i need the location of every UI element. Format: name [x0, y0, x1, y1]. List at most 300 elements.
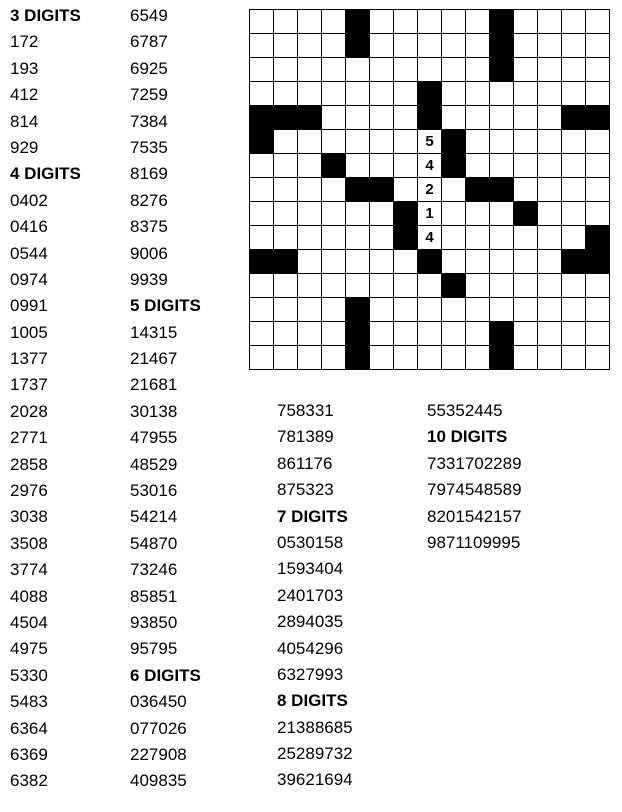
grid-cell[interactable]	[586, 298, 610, 322]
grid-cell[interactable]	[538, 202, 562, 226]
grid-cell[interactable]	[322, 250, 346, 274]
grid-cell[interactable]	[298, 226, 322, 250]
grid-cell[interactable]	[562, 274, 586, 298]
grid-cell[interactable]	[418, 274, 442, 298]
grid-cell[interactable]	[322, 274, 346, 298]
grid-cell[interactable]	[394, 34, 418, 58]
number-entry: 0530158	[277, 532, 344, 552]
number-entry: 1005	[10, 322, 48, 342]
grid-cell[interactable]	[514, 82, 538, 106]
grid-cell[interactable]	[250, 34, 274, 58]
grid-cell[interactable]	[514, 346, 538, 370]
grid-cell[interactable]	[298, 154, 322, 178]
black-cell	[442, 154, 466, 178]
grid-cell[interactable]	[442, 10, 466, 34]
word-list-column-2	[130, 3, 201, 795]
number-entry: 8276	[130, 190, 168, 210]
number-entry: 53016	[130, 481, 178, 501]
black-cell	[490, 34, 514, 58]
black-cell	[274, 106, 298, 130]
grid-cell[interactable]	[442, 58, 466, 82]
length-header: 3 DIGITS	[10, 6, 81, 25]
grid-cell[interactable]	[322, 178, 346, 202]
grid-cell[interactable]	[370, 346, 394, 370]
grid-cell[interactable]	[562, 322, 586, 346]
grid-cell[interactable]	[514, 154, 538, 178]
grid-cell[interactable]	[538, 10, 562, 34]
grid-cell[interactable]	[514, 226, 538, 250]
grid-cell[interactable]	[514, 298, 538, 322]
number-entry: 7974548589	[427, 480, 522, 500]
grid-cell[interactable]	[586, 178, 610, 202]
grid-cell[interactable]	[442, 82, 466, 106]
grid-cell[interactable]	[466, 58, 490, 82]
number-entry: 9939	[130, 269, 168, 289]
grid-cell[interactable]	[346, 274, 370, 298]
grid-cell[interactable]	[562, 34, 586, 58]
grid-cell[interactable]	[394, 322, 418, 346]
length-header: 6 DIGITS	[130, 665, 201, 685]
grid-cell[interactable]	[538, 298, 562, 322]
grid-cell[interactable]	[490, 82, 514, 106]
grid-cell[interactable]	[442, 346, 466, 370]
grid-cell[interactable]	[346, 58, 370, 82]
grid-cell[interactable]	[394, 106, 418, 130]
grid-cell[interactable]	[394, 154, 418, 178]
number-entry: 39621694	[277, 770, 353, 790]
grid-cell[interactable]	[250, 226, 274, 250]
grid-cell[interactable]	[250, 154, 274, 178]
grid-cell[interactable]	[466, 298, 490, 322]
number-entry: 73246	[130, 560, 178, 580]
grid-cell[interactable]	[418, 34, 442, 58]
length-header: 8 DIGITS	[277, 691, 348, 711]
grid-cell[interactable]	[346, 106, 370, 130]
grid-cell[interactable]	[586, 322, 610, 346]
grid-cell[interactable]	[370, 250, 394, 274]
number-entry: 3508	[10, 533, 48, 553]
black-cell	[346, 322, 370, 346]
grid-cell[interactable]	[562, 154, 586, 178]
grid-cell[interactable]	[490, 106, 514, 130]
grid-cell[interactable]	[250, 58, 274, 82]
grid-cell[interactable]	[370, 10, 394, 34]
number-entry: 14315	[130, 322, 178, 342]
length-header: 7 DIGITS	[277, 506, 348, 526]
grid-cell[interactable]	[514, 10, 538, 34]
black-cell	[394, 226, 418, 250]
number-entry: 0991	[10, 296, 48, 316]
number-entry: 7384	[130, 111, 168, 131]
number-entry: 1377	[10, 349, 48, 369]
grid-cell[interactable]	[298, 10, 322, 34]
black-cell	[250, 106, 274, 130]
grid-cell[interactable]: 2	[418, 178, 442, 202]
grid-cell[interactable]	[538, 322, 562, 346]
black-cell	[586, 226, 610, 250]
grid-cell[interactable]	[274, 346, 298, 370]
number-entry: 6327993	[277, 664, 344, 684]
black-cell	[346, 34, 370, 58]
number-entry: 193	[10, 58, 39, 78]
grid-cell[interactable]	[514, 178, 538, 202]
black-cell	[250, 130, 274, 154]
black-cell	[514, 202, 538, 226]
grid-cell[interactable]	[370, 58, 394, 82]
grid-cell[interactable]	[274, 10, 298, 34]
grid-cell[interactable]	[370, 106, 394, 130]
black-cell	[346, 298, 370, 322]
grid-cell[interactable]	[466, 202, 490, 226]
grid-cell[interactable]	[346, 202, 370, 226]
number-entry: 7259	[130, 85, 168, 105]
grid-cell[interactable]	[394, 130, 418, 154]
grid-cell[interactable]	[466, 250, 490, 274]
grid-cell[interactable]	[250, 202, 274, 226]
number-entry: 21467	[130, 349, 178, 369]
number-entry: 55352445	[427, 401, 503, 420]
grid-cell[interactable]	[466, 10, 490, 34]
grid-cell[interactable]	[466, 130, 490, 154]
grid-cell[interactable]	[370, 34, 394, 58]
number-entry: 2401703	[277, 585, 344, 605]
grid-cell[interactable]	[586, 82, 610, 106]
grid-cell[interactable]	[274, 226, 298, 250]
grid-cell[interactable]	[490, 250, 514, 274]
number-entry: 95795	[130, 639, 178, 659]
grid-cell[interactable]	[370, 274, 394, 298]
grid-cell[interactable]	[418, 298, 442, 322]
black-cell	[346, 10, 370, 34]
grid-cell[interactable]	[538, 346, 562, 370]
grid-cell[interactable]	[466, 154, 490, 178]
grid-cell[interactable]	[418, 58, 442, 82]
grid-cell[interactable]	[442, 106, 466, 130]
black-cell	[394, 202, 418, 226]
grid-cell[interactable]	[442, 34, 466, 58]
number-entry: 929	[10, 137, 39, 157]
grid-cell[interactable]	[370, 322, 394, 346]
grid-cell[interactable]	[466, 274, 490, 298]
grid-cell[interactable]	[322, 202, 346, 226]
grid-cell[interactable]	[322, 82, 346, 106]
grid-cell[interactable]	[322, 10, 346, 34]
grid-cell[interactable]	[586, 154, 610, 178]
grid-cell[interactable]	[322, 106, 346, 130]
grid-cell[interactable]	[514, 106, 538, 130]
number-entry: 781389	[277, 427, 334, 447]
number-entry: 25289732	[277, 744, 353, 764]
number-entry: 7331702289	[427, 453, 522, 473]
number-entry: 814	[10, 111, 39, 131]
number-entry: 4504	[10, 612, 48, 632]
grid-cell[interactable]	[250, 274, 274, 298]
grid-cell[interactable]	[538, 226, 562, 250]
grid-cell[interactable]	[394, 58, 418, 82]
grid-cell[interactable]	[418, 346, 442, 370]
black-cell	[298, 106, 322, 130]
black-cell	[442, 274, 466, 298]
grid-cell[interactable]	[562, 226, 586, 250]
number-entry: 6364	[10, 718, 48, 738]
grid-cell[interactable]	[370, 154, 394, 178]
grid-cell[interactable]	[394, 250, 418, 274]
grid-cell[interactable]	[298, 178, 322, 202]
grid-cell[interactable]	[274, 298, 298, 322]
black-cell	[490, 58, 514, 82]
grid-cell[interactable]	[586, 202, 610, 226]
grid-cell[interactable]	[538, 106, 562, 130]
number-entry: 861176	[277, 453, 333, 473]
black-cell	[370, 178, 394, 202]
grid-cell[interactable]	[538, 130, 562, 154]
black-cell	[274, 250, 298, 274]
number-entry: 85851	[130, 586, 178, 606]
number-entry: 412	[10, 85, 39, 105]
grid-cell[interactable]	[490, 226, 514, 250]
grid-cell[interactable]	[562, 346, 586, 370]
grid-cell[interactable]	[562, 58, 586, 82]
number-entry: 93850	[130, 612, 178, 632]
number-entry: 5483	[10, 692, 48, 712]
grid-cell[interactable]	[514, 322, 538, 346]
grid-cell[interactable]	[490, 202, 514, 226]
grid-cell[interactable]	[322, 58, 346, 82]
grid-cell[interactable]	[298, 250, 322, 274]
grid-cell[interactable]	[298, 274, 322, 298]
number-entry: 3038	[10, 507, 48, 527]
grid-cell[interactable]	[442, 250, 466, 274]
grid-cell[interactable]	[298, 322, 322, 346]
grid-cell[interactable]	[322, 322, 346, 346]
number-entry: 1737	[10, 375, 48, 395]
grid-cell[interactable]	[298, 82, 322, 106]
number-entry: 8201542157	[427, 506, 522, 526]
black-cell	[490, 322, 514, 346]
grid-cell[interactable]	[298, 202, 322, 226]
grid-cell[interactable]	[250, 82, 274, 106]
grid-cell[interactable]	[562, 130, 586, 154]
grid-cell[interactable]	[274, 322, 298, 346]
grid-cell[interactable]	[466, 346, 490, 370]
number-entry: 4088	[10, 586, 48, 606]
grid-cell[interactable]	[538, 250, 562, 274]
grid-cell[interactable]	[274, 130, 298, 154]
grid-cell[interactable]	[538, 82, 562, 106]
grid-cell[interactable]	[562, 298, 586, 322]
puzzle-grid	[249, 9, 610, 370]
grid-cell[interactable]	[370, 298, 394, 322]
grid-cell[interactable]	[490, 154, 514, 178]
black-cell	[466, 178, 490, 202]
number-entry: 3774	[10, 560, 48, 580]
grid-cell[interactable]	[370, 202, 394, 226]
grid-cell[interactable]	[298, 298, 322, 322]
grid-cell[interactable]	[586, 58, 610, 82]
grid-cell[interactable]	[442, 298, 466, 322]
grid-cell[interactable]	[322, 130, 346, 154]
number-entry: 227908	[130, 744, 187, 764]
grid-cell[interactable]	[514, 130, 538, 154]
grid-cell[interactable]	[250, 178, 274, 202]
number-entry: 4975	[10, 639, 48, 659]
grid-cell[interactable]	[274, 202, 298, 226]
number-entry: 6382	[10, 771, 48, 791]
number-entry: 6549	[130, 6, 168, 25]
black-cell	[250, 250, 274, 274]
black-cell	[562, 250, 586, 274]
grid-cell[interactable]	[538, 58, 562, 82]
grid-cell[interactable]	[466, 322, 490, 346]
grid-cell[interactable]	[274, 58, 298, 82]
grid-cell[interactable]	[538, 154, 562, 178]
grid-cell[interactable]	[322, 298, 346, 322]
black-cell	[322, 154, 346, 178]
number-entry: 0544	[10, 243, 48, 263]
black-cell	[562, 106, 586, 130]
number-entry: 7535	[130, 137, 168, 157]
grid-cell[interactable]	[514, 34, 538, 58]
number-entry: 48529	[130, 454, 178, 474]
grid-cell[interactable]	[562, 82, 586, 106]
grid-cell[interactable]	[490, 130, 514, 154]
grid-cell[interactable]	[250, 346, 274, 370]
grid-cell[interactable]: 4	[418, 226, 442, 250]
grid-cell[interactable]	[586, 274, 610, 298]
grid-cell[interactable]	[538, 274, 562, 298]
grid-cell[interactable]	[562, 202, 586, 226]
grid-cell[interactable]	[586, 10, 610, 34]
number-entry: 5330	[10, 665, 48, 685]
grid-cell[interactable]: 1	[418, 202, 442, 226]
grid-cell[interactable]	[250, 10, 274, 34]
grid-cell[interactable]: 4	[418, 154, 442, 178]
number-entry: 6369	[10, 744, 48, 764]
number-entry: 54214	[130, 507, 178, 527]
number-entry: 9006	[130, 243, 168, 263]
grid-cell[interactable]	[538, 178, 562, 202]
grid-cell[interactable]	[514, 274, 538, 298]
grid-cell[interactable]	[394, 82, 418, 106]
grid-cell[interactable]	[562, 10, 586, 34]
number-entry: 1593404	[277, 559, 344, 579]
number-entry: 409835	[130, 771, 187, 791]
grid-cell[interactable]	[346, 130, 370, 154]
grid-cell[interactable]	[298, 58, 322, 82]
grid-cell[interactable]	[298, 34, 322, 58]
grid-cell[interactable]	[250, 298, 274, 322]
grid-cell[interactable]	[586, 346, 610, 370]
grid-cell[interactable]	[322, 34, 346, 58]
grid-cell[interactable]	[274, 154, 298, 178]
number-entry: 2028	[10, 401, 48, 421]
grid-cell[interactable]	[442, 202, 466, 226]
number-entry: 21388685	[277, 717, 353, 737]
word-list-column-1	[10, 3, 81, 795]
grid-cell[interactable]	[466, 226, 490, 250]
number-entry: 0974	[10, 269, 48, 289]
grid-cell[interactable]	[322, 346, 346, 370]
number-entry: 6925	[130, 58, 168, 78]
black-cell	[586, 106, 610, 130]
black-cell	[490, 10, 514, 34]
word-list-column-4	[427, 398, 522, 556]
length-header: 5 DIGITS	[130, 296, 201, 316]
grid-cell[interactable]	[466, 34, 490, 58]
grid-cell[interactable]: 5	[418, 130, 442, 154]
grid-cell[interactable]	[298, 346, 322, 370]
grid-cell[interactable]	[274, 34, 298, 58]
grid-cell[interactable]	[346, 82, 370, 106]
puzzle-grid-container	[249, 9, 610, 370]
grid-cell[interactable]	[490, 298, 514, 322]
grid-cell[interactable]	[562, 178, 586, 202]
grid-cell[interactable]	[514, 58, 538, 82]
black-cell	[490, 178, 514, 202]
grid-cell[interactable]	[298, 130, 322, 154]
number-entry: 875323	[277, 480, 334, 500]
number-entry: 21681	[130, 375, 178, 395]
grid-cell[interactable]	[370, 226, 394, 250]
grid-cell[interactable]	[394, 298, 418, 322]
grid-cell[interactable]	[322, 226, 346, 250]
grid-cell[interactable]	[394, 178, 418, 202]
number-entry: 2771	[10, 428, 48, 448]
black-cell	[418, 82, 442, 106]
grid-cell[interactable]	[514, 250, 538, 274]
grid-cell[interactable]	[346, 226, 370, 250]
number-entry: 036450	[130, 692, 187, 712]
number-entry: 0416	[10, 217, 48, 237]
grid-cell[interactable]	[394, 274, 418, 298]
grid-cell[interactable]	[538, 34, 562, 58]
grid-cell[interactable]	[394, 346, 418, 370]
grid-cell[interactable]	[490, 274, 514, 298]
number-entry: 2894035	[277, 612, 344, 632]
number-entry: 30138	[130, 401, 178, 421]
black-cell	[490, 346, 514, 370]
grid-cell[interactable]	[370, 82, 394, 106]
grid-cell[interactable]	[274, 178, 298, 202]
grid-cell[interactable]	[346, 250, 370, 274]
number-entry: 4054296	[277, 638, 344, 658]
length-header: 4 DIGITS	[10, 164, 81, 184]
black-cell	[586, 250, 610, 274]
grid-cell[interactable]	[442, 322, 466, 346]
grid-cell[interactable]	[418, 10, 442, 34]
number-entry: 172	[10, 32, 39, 52]
grid-cell[interactable]	[250, 322, 274, 346]
number-entry: 54870	[130, 533, 178, 553]
grid-cell[interactable]	[442, 226, 466, 250]
grid-cell[interactable]	[394, 10, 418, 34]
word-list-column-3	[277, 398, 353, 794]
grid-cell[interactable]	[370, 130, 394, 154]
grid-cell[interactable]	[418, 322, 442, 346]
grid-cell[interactable]	[586, 34, 610, 58]
black-cell	[442, 130, 466, 154]
grid-cell[interactable]	[274, 82, 298, 106]
number-entry: 2858	[10, 454, 48, 474]
grid-cell[interactable]	[442, 178, 466, 202]
grid-cell[interactable]	[466, 106, 490, 130]
grid-cell[interactable]	[346, 154, 370, 178]
number-entry: 8169	[130, 164, 168, 184]
grid-cell[interactable]	[274, 274, 298, 298]
grid-cell[interactable]	[586, 130, 610, 154]
grid-cell[interactable]	[466, 82, 490, 106]
number-entry: 077026	[130, 718, 187, 738]
